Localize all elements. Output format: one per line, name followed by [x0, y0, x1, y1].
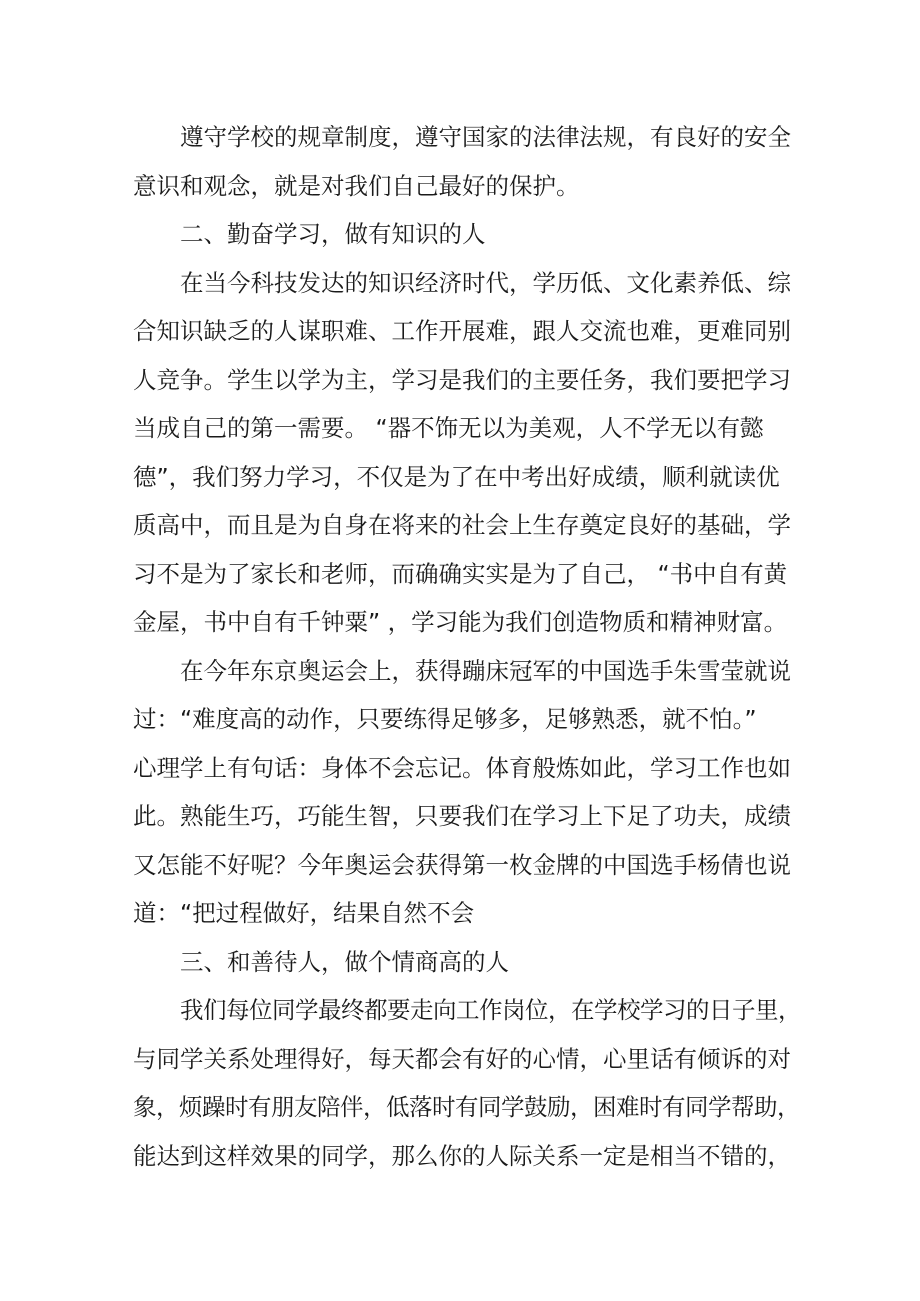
text-line: 在当今科技发达的知识经济时代，学历低、文化素养低、综 [180, 268, 791, 297]
text-line: 人竞争。学生以学为主，学习是我们的主要任务，我们要把学习 [133, 365, 791, 394]
text-line: 遵守学校的规章制度，遵守国家的法律法规，有良好的安全 [180, 123, 791, 151]
paragraph-study [133, 259, 803, 647]
paragraph-safety [133, 113, 803, 210]
document-body [133, 113, 803, 1180]
text-line: 心理学上有句话：身体不会忘记。体育般炼如此，学习工作也如 [133, 753, 791, 782]
text-line: 在今年东京奥运会上，获得蹦床冠军的中国选手朱雪莹就说 [180, 656, 791, 685]
text-line: 过：“难度高的动作，只要练得足够多，足够熟悉，就不怕。” [133, 705, 757, 733]
heading-line: 二、勤奋学习，做有知识的人 [180, 220, 486, 248]
text-line: 能达到这样效果的同学，那么你的人际关系一定是相当不错的， [133, 1141, 791, 1170]
text-line: 与同学关系处理得好，每天都会有好的心情，心里话有倾诉的对 [133, 1044, 791, 1073]
text-line: 道：“把过程做好，结果自然不会 [133, 899, 475, 927]
paragraph-relationships [133, 986, 803, 1180]
text-line: 质高中，而且是为自身在将来的社会上生存奠定良好的基础，学 [133, 511, 791, 539]
section-heading-3 [133, 938, 803, 987]
text-line: 金屋，书中自有千钟粟” ，学习能为我们创造物质和精神财富。 [133, 608, 788, 636]
text-line: 我们每位同学最终都要走向工作岗位，在学校学习的日子里， [180, 996, 801, 1024]
text-line: 合知识缺乏的人谋职难、工作开展难，跟人交流也难，更难同别 [133, 317, 791, 345]
heading-line: 三、和善待人，做个情商高的人 [180, 947, 509, 976]
text-line: 当成自己的第一需要。 “器不饰无以为美观，人不学无以有懿 [133, 414, 764, 442]
section-heading-2 [133, 210, 803, 259]
text-line: 象，烦躁时有朋友陪伴，低落时有同学鼓励，困难时有同学帮助， [133, 1093, 800, 1121]
text-line: 德”，我们努力学习，不仅是为了在中考出好成绩，顺利就读优 [133, 462, 780, 491]
text-line: 习不是为了家长和老师，而确确实实是为了自己， “书中自有黄 [133, 559, 788, 588]
text-line: 又怎能不好呢？今年奥运会获得第一枚金牌的中国选手杨倩也说 [133, 850, 791, 879]
paragraph-olympics [133, 647, 803, 938]
text-line: 意识和观念，就是对我们自己最好的保护。 [133, 171, 580, 200]
text-line: 此。熟能生巧，巧能生智，只要我们在学习上下足了功夫，成绩 [133, 802, 791, 830]
